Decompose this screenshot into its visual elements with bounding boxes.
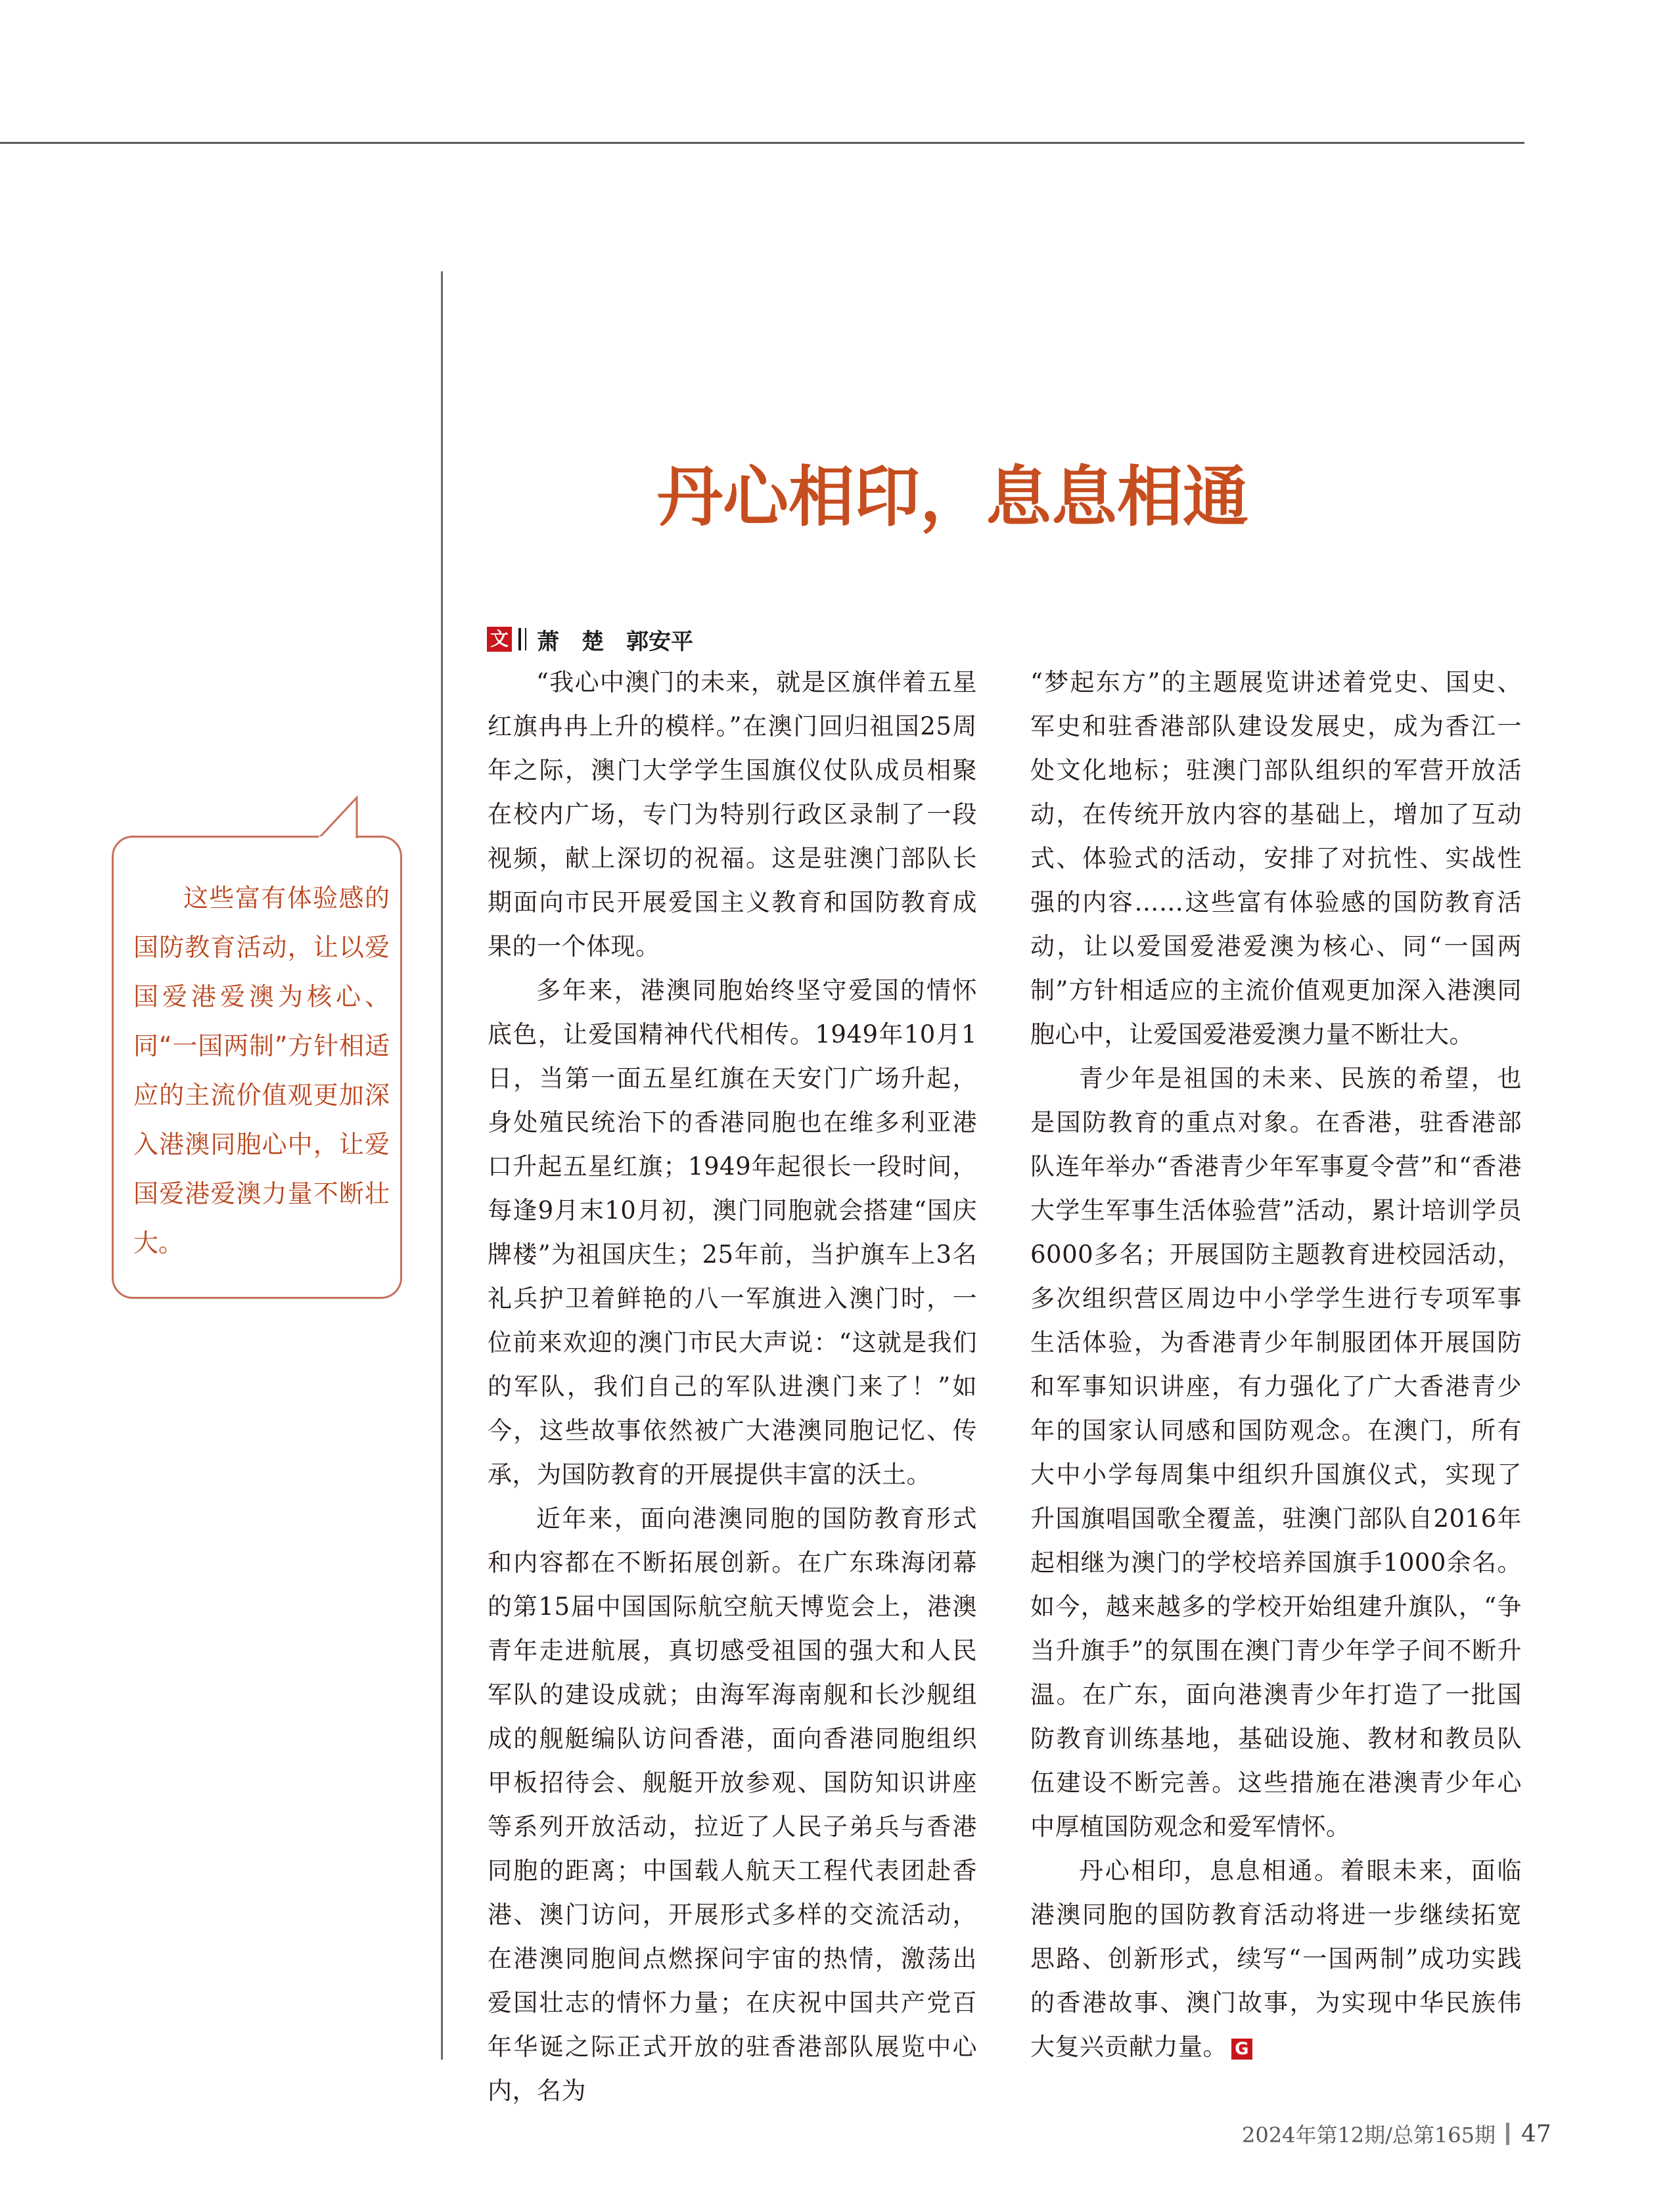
byline-divider [518,628,521,650]
column-divider [441,271,443,2060]
paragraph: 近年来，面向港澳同胞的国防教育形式和内容都在不断拓展创新。在广东珠海闭幕的第15届中国国际航空航天博览会上，港澳青年走进航展，真切感受祖国的强大和人民军队的建设成就；由海军海南舰和长沙舰组成的舰艇编队访问香港，面向香港同胞组织甲板招待会、舰艇开放参观、国防知识讲座等系列开放活动，拉近了人民子弟兵与香港同胞的距离；中国载人航天工程代表团赴香港、澳门访问，开展形式多样的交流活动，在港澳同胞间点燃探问宇宙的热情，激荡出爱国壮志的情怀力量；在庆祝中国共产党百年华诞之际正式开放的驻香港部队展览中心内，名为 [488,1504,977,2105]
footer-divider [1506,2123,1509,2145]
authors: 萧 楚 郭安平 [537,628,693,655]
paragraph: 多年来，港澳同胞始终坚守爱国的情怀底色，让爱国精神代代相传。1949年10月1日，当第一面五星红旗在天安门广场升起，身处殖民统治下的香港同胞也在维多利亚港口升起五星红旗；1949年起很长一段时间，每逢9月末10月初，澳门同胞就会搭建“国庆牌楼”为祖国庆生；25年前，当护旗车上3名礼兵护卫着鲜艳的八一军旗进入澳门时，一位前来欢迎的澳门市民大声说：“这就是我们的军队，我们自己的军队进澳门来了！”如今，这些故事依然被广大港澳同胞记忆、传承，为国防教育的开展提供丰富的沃土。 [488,976,977,1489]
byline-mark: 文 [487,627,512,652]
end-mark-icon: G [1231,2039,1252,2060]
paragraph-continued: “梦起东方”的主题展览讲述着党史、国史、军史和驻香港部队建设发展史，成为香江一处文化地标；驻澳门部队组织的军营开放活动，在传统开放内容的基础上，增加了互动式、体验式的活动，安排了对抗性、实战性强的内容……这些富有体验感的国防教育活动，让以爱国爱港爱澳为核心、同“一国两制”方针相适应的主流价值观更加深入港澳同胞心中，让爱国爱港爱澳力量不断壮大。 [1030,668,1522,1049]
byline-divider-thin [525,628,526,650]
byline [487,623,693,656]
paragraph-final [1030,1849,1522,2069]
page-footer [1242,2121,1557,2147]
paragraph: 青少年是祖国的未来、民族的希望，也是国防教育的重点对象。在香港，驻香港部队连年举办“香港青少年军事夏令营”和“香港大学生军事生活体验营”活动，累计培训学员6000多名；开展国防主题教育进校园活动，多次组织营区周边中小学学生进行专项军事生活体验，为香港青少年制服团体开展国防和军事知识讲座，有力强化了广大香港青少年的国家认同感和国防观念。在澳门，所有大中小学每周集中组织升国旗仪式，实现了升国旗唱国歌全覆盖，驻澳门部队自2016年起相继为澳门的学校培养国旗手1000余名。如今，越来越多的学校开始组建升旗队，“争当升旗手”的氛围在澳门青少年学子间不断升温。在广东，面向港澳青少年打造了一批国防教育训练基地，基础设施、教材和教员队伍建设不断完善。这些措施在港澳青少年心中厚植国防观念和爱军情怀。 [1030,1064,1522,1841]
pull-quote-text [133,874,390,1268]
paragraph: “我心中澳门的未来，就是区旗伴着五星红旗冉冉上升的模样。”在澳门回归祖国25周年之际，澳门大学学生国旗仪仗队成员相聚在校内广场，专门为特别行政区录制了一段视频，献上深切的祝福。这是驻澳门部队长期面向市民开展爱国主义教育和国防教育成果的一个体现。 [488,668,977,960]
issue-info: 2024年第12期/总第165期 [1242,2123,1496,2148]
body-column-right [1030,660,1522,2069]
pull-quote-paragraph: 这些富有体验感的国防教育活动，让以爱国爱港爱澳为核心、同“一国两制”方针相适应的主流价值观更加深入港澳同胞心中，让爱国爱港爱澳力量不断壮大。 [133,884,390,1257]
top-rule [0,142,1524,144]
article-title: 丹心相印，息息相通 [657,459,1248,535]
paragraph-final-text: 丹心相印，息息相通。着眼未来，面临港澳同胞的国防教育活动将进一步继续拓宽思路、创新形式，续写“一国两制”成功实践的香港故事、澳门故事，为实现中华民族伟大复兴贡献力量。 [1030,1857,1522,2061]
page-number: 47 [1521,2120,1551,2148]
speech-bubble-tail [319,795,371,841]
body-column-left [488,660,977,2113]
